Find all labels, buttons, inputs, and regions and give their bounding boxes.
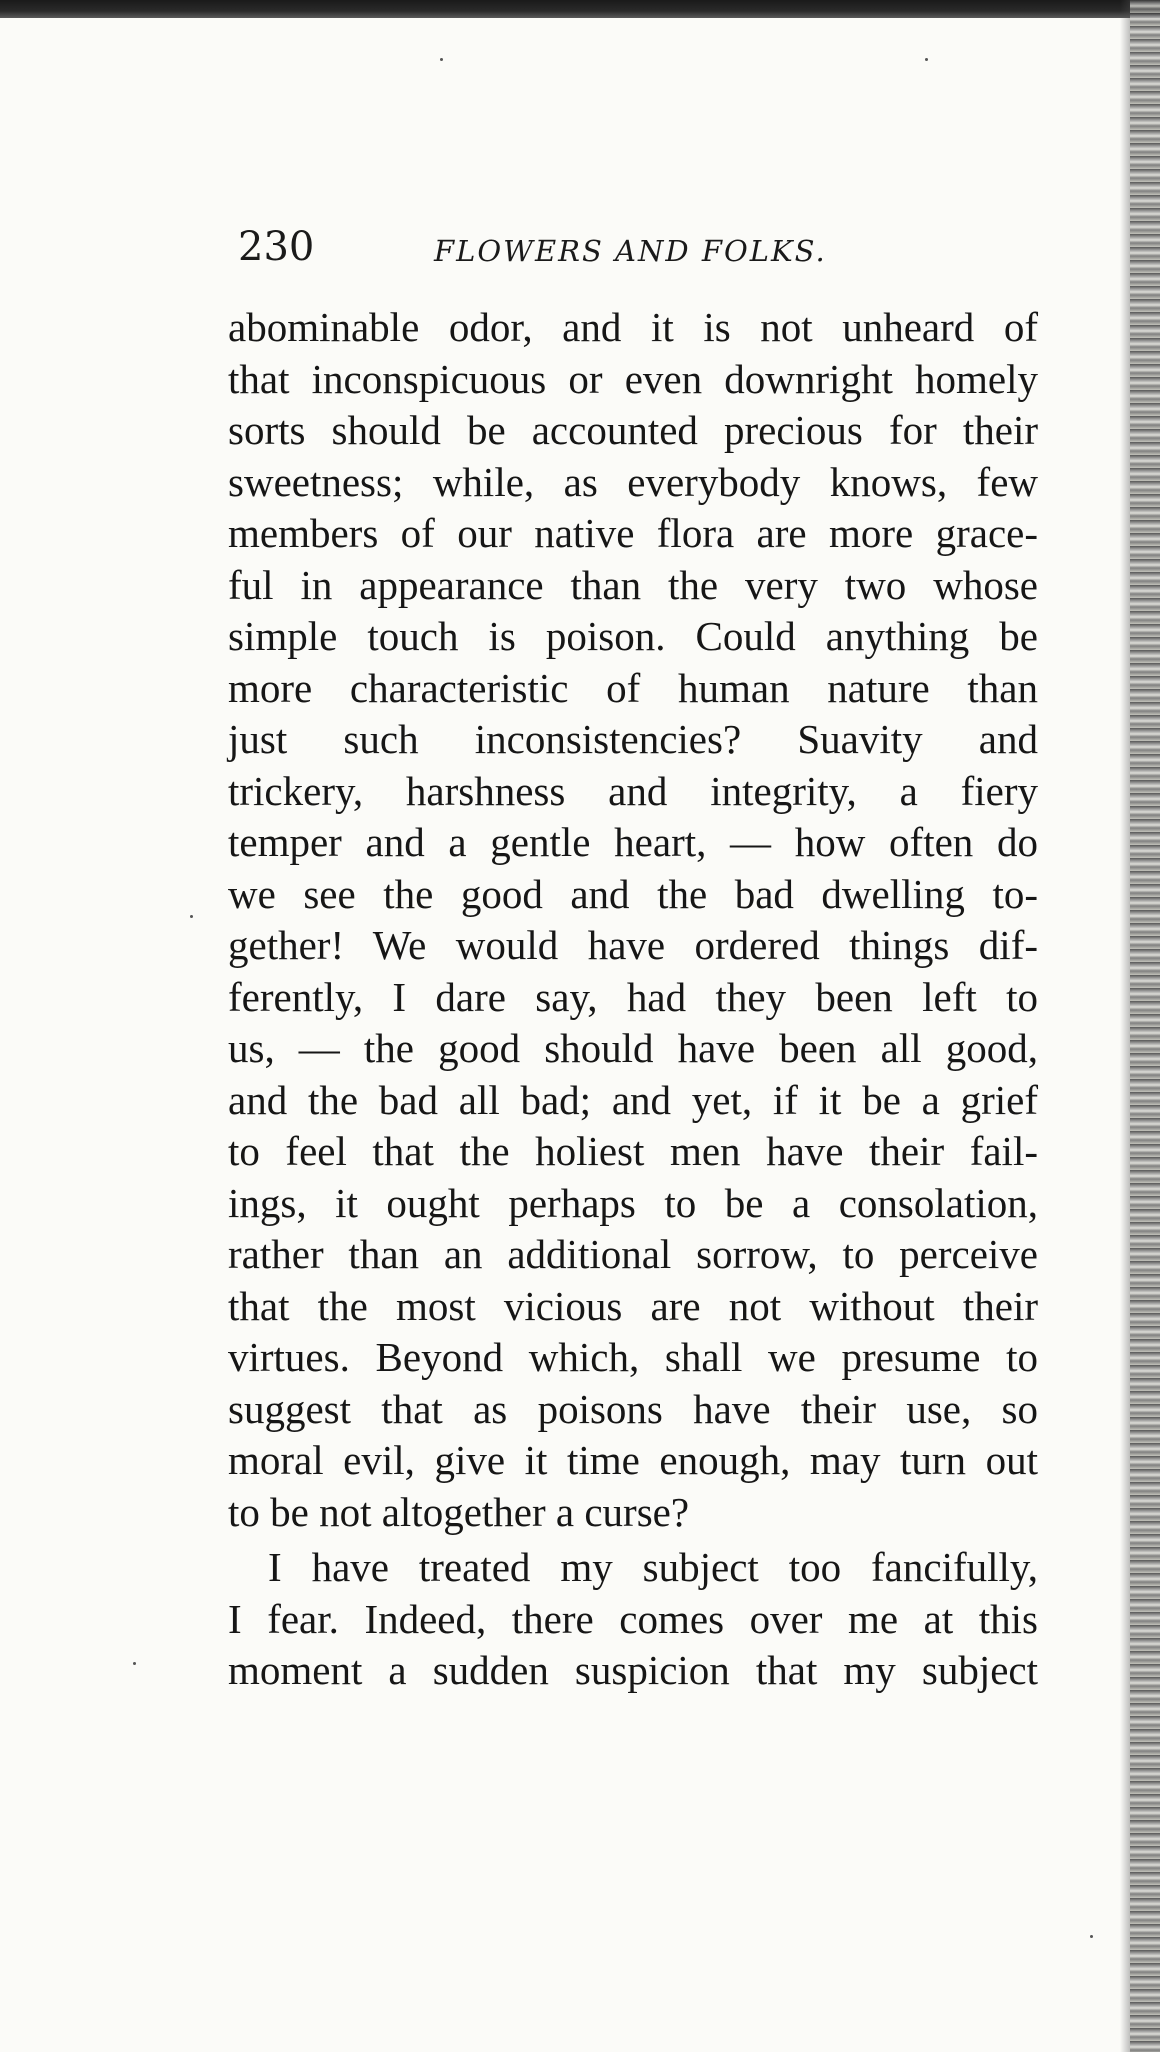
page-gutter-shadow [1120,0,1130,2052]
text-line: ings, it ought perhaps to be a consolation, [228,1179,1038,1226]
text-line: suggest that as poisons have their use, so [228,1385,1038,1432]
text-line: trickery, harshness and integrity, a fiery [228,767,1038,814]
text-line: moment a sudden suspicion that my subject [228,1647,1038,1693]
text-line: more characteristic of human nature than [228,664,1038,711]
text-line: and the bad all bad; and yet, if it be a grief [228,1076,1038,1123]
running-title: FLOWERS AND FOLKS. [434,234,827,268]
text-line: moral evil, give it time enough, may turn out [228,1437,1038,1483]
text-line: gether! We would have ordered things dif- [228,922,1038,968]
text-line: ful in appearance than the very two whose [228,561,1038,608]
text-line: that inconspicuous or even downright homely [228,355,1038,402]
text-line: sorts should be accounted precious for their [228,407,1038,453]
text-line: ferently, I dare say, had they been left to [228,973,1038,1020]
text-line: I fear. Indeed, there comes over me at this [228,1595,1038,1642]
text-line: virtues. Beyond which, shall we presume to [228,1334,1038,1380]
page-header [238,222,858,272]
text-line: we see the good and the bad dwelling to- [228,870,1038,917]
paragraph-end-line: to be not altogether a curse? [228,1488,690,1535]
text-line: us, — the good should have been all good, [228,1025,1038,1071]
scan-speck [133,1662,136,1665]
paragraph-start-line: I have treated my subject too fancifully, [268,1544,1038,1590]
text-line: to feel that the holiest men have their fail- [228,1128,1038,1174]
body-text [228,302,1038,1697]
scan-right-edge [1130,0,1160,2052]
text-line: simple touch is poison. Could anything be [228,613,1038,659]
text-line: rather than an additional sorrow, to perceive [228,1231,1038,1277]
scan-speck [1090,1935,1093,1938]
scan-speck [440,58,443,61]
scan-speck [190,915,193,918]
scan-top-edge [0,0,1160,18]
text-line: members of our native flora are more grace- [228,510,1038,556]
text-line: just such inconsistencies? Suavity and [228,716,1038,762]
scan-speck [925,58,928,61]
text-line: that the most vicious are not without their [228,1282,1038,1329]
text-line: temper and a gentle heart, — how often do [228,819,1038,865]
text-line: abominable odor, and it is not unheard of [228,304,1038,350]
text-line: sweetness; while, as everybody knows, few [228,458,1038,505]
page-number: 230 [238,224,315,270]
